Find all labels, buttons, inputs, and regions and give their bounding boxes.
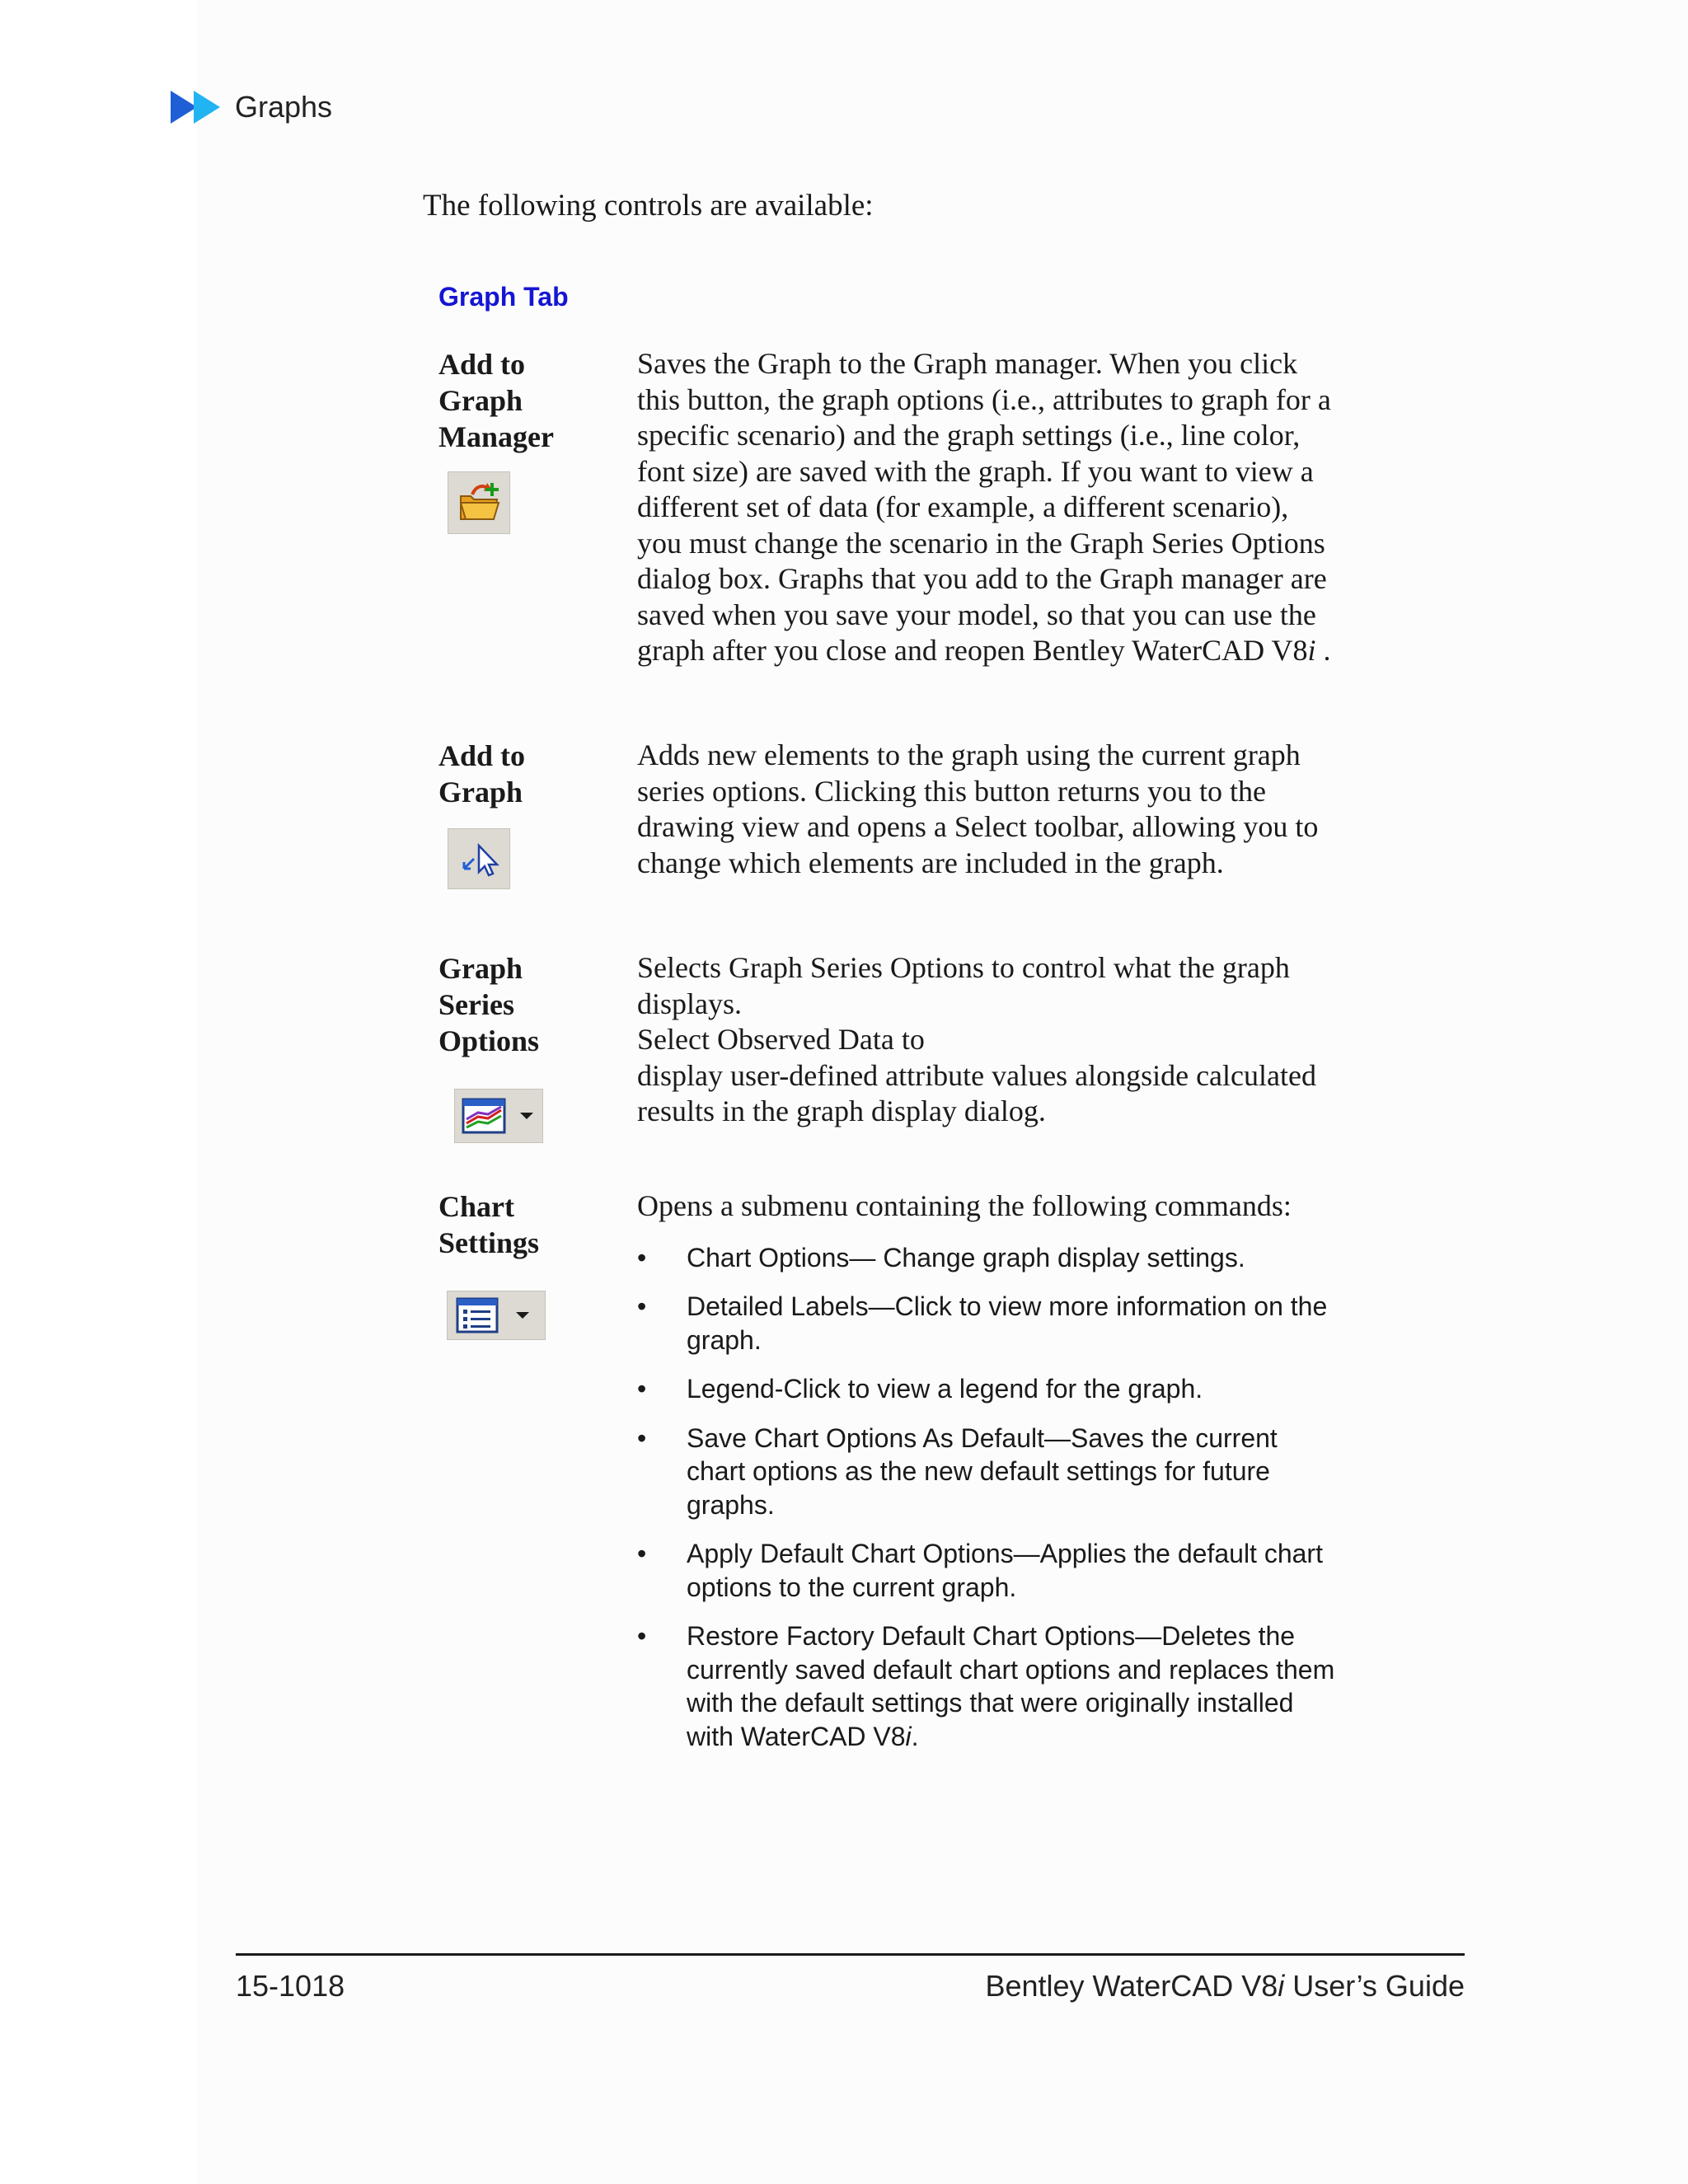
control-row-graph-series-options: [438, 950, 1316, 1156]
list-item: • Save Chart Options As Default—Saves the current chart options as the new default settings for future graphs.: [637, 1422, 1278, 1520]
chevron-down-icon: [513, 1310, 532, 1320]
list-item: • Chart Options— Change graph display settings.: [637, 1242, 1245, 1272]
select-pointer-icon: [456, 836, 502, 882]
add-to-graph-manager-button[interactable]: [448, 471, 510, 534]
intro-text: The following controls are available:: [423, 189, 874, 223]
page-number: 15-1018: [236, 1969, 345, 2003]
list-item: • Legend-Click to view a legend for the graph.: [637, 1374, 1203, 1404]
chart-settings-icon: [456, 1297, 499, 1333]
chart-settings-submenu-list: [637, 1241, 1338, 1754]
control-description: Opens a submenu containing the following commands: • Chart Options— Change graph display settings. • Detailed Labels—Click to view more information on the graph. • Legend-Click to view a legend for the graph. • Save Chart Options As Default—Saves the current chart options as the new default settings for future graphs. • Apply Default Chart Options—Applies the default chart options to the current graph. • Restore Factory Default Chart Options—Deletes the currently saved default chart options and replaces them with the default settings that were originally installed with WaterCAD V8i.: [637, 1188, 1338, 1769]
chevron-down-icon: [518, 1111, 536, 1121]
add-to-graph-button[interactable]: [448, 828, 510, 889]
control-row-chart-settings: [438, 1188, 1335, 1815]
section-title: Graph Tab: [438, 282, 569, 312]
control-row-add-to-graph-manager: [438, 346, 1331, 709]
list-item: • Apply Default Chart Options—Applies the default chart options to the current graph.: [637, 1539, 1323, 1602]
graph-series-icon: [462, 1097, 506, 1135]
chart-settings-button[interactable]: [447, 1291, 546, 1340]
guide-title: Bentley WaterCAD V8i User’s Guide: [985, 1969, 1465, 2003]
double-chevron-logo-icon: [171, 89, 222, 125]
control-term: Graph Series Options: [438, 952, 540, 1057]
control-description: Adds new elements to the graph using the current graph series options. Clicking this button returns you to the drawing view and opens a Select toolbar, allowing you to change which elements are included in the graph.: [637, 738, 1319, 879]
header-section-title: Graphs: [235, 90, 333, 124]
control-term: Add to Graph: [438, 739, 526, 808]
page-header: [171, 87, 332, 127]
list-item: • Detailed Labels—Click to view more information on the graph.: [637, 1291, 1328, 1355]
control-row-add-to-graph: [438, 738, 1319, 927]
add-folder-icon: [454, 478, 504, 527]
list-item: • Restore Factory Default Chart Options—Deletes the currently saved default chart options and replaces them with the default settings that were originally installed with WaterCAD V8i.: [637, 1621, 1335, 1751]
control-description: Saves the Graph to the Graph manager. When you click this button, the graph options (i.e., attributes to graph for a specific scenario) and the graph settings (i.e., line color, font size) are saved with the graph. If you want to view a different set of data (for example, a different scenario), you must change the scenario in the Graph Series Options dialog box. Graphs that you add to the Graph manager are saved when you save your model, so that you can use the graph after you close and reopen Bentley WaterCAD V8i .: [637, 347, 1331, 667]
control-description: Selects Graph Series Options to control what the graph displays. Select Observed Data to display user-defined attribute values alongside calculated results in the graph display dialog.: [637, 951, 1316, 1127]
footer-rule: [236, 1953, 1465, 1956]
graph-series-options-button[interactable]: [454, 1089, 543, 1143]
control-term: Chart Settings: [438, 1190, 540, 1259]
control-term: Add to Graph Manager: [438, 348, 554, 453]
